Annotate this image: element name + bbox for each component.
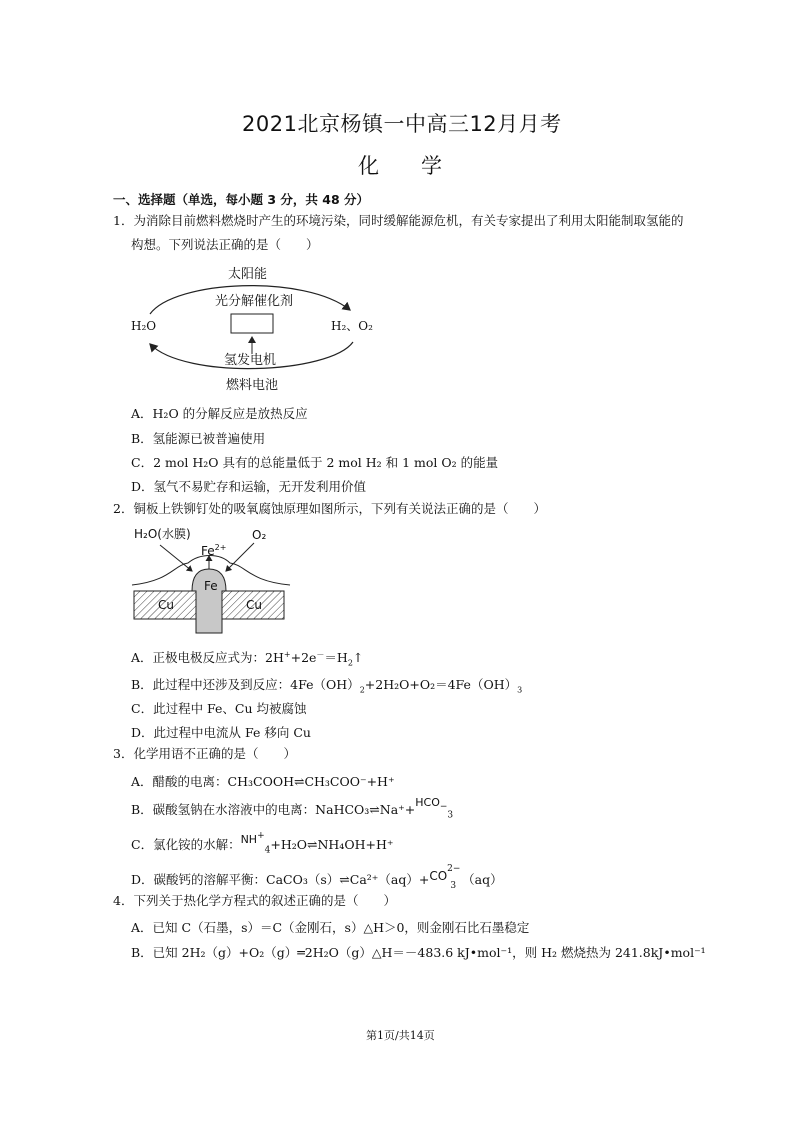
q1-stem-line2: 构想。下列说法正确的是（ ） xyxy=(131,237,319,252)
page-title: 2021北京杨镇一中高三12月月考 xyxy=(242,112,562,136)
q3-option-d: D．碳酸钙的溶解平衡：$CaCO_3(s)\rightleftharpoons Ca^{2+}(aq)+CO^{2-}_3$ （aq） xyxy=(131,863,503,891)
q3-option-c: C．氯化铵的水解：$NH^+_4+H_2O\rightleftharpoons NH_4OH+H^+$ xyxy=(131,830,394,856)
q3-option-b: B．碳酸氢钠在水溶液中的电离：$NaHCO_3\rightleftharpoons Na^++HCO^-_3$ xyxy=(131,796,454,821)
q1-option-a: A．H₂O 的分解反应是放热反应 xyxy=(131,406,308,421)
q2-option-a: A．正极电极反应式为：$2H^++2e^-=H_2↑$ xyxy=(131,649,364,668)
q1-option-c: C．2 mol H₂O 具有的总能量低于 2 mol H₂ 和 1 mol O₂ 的能量 xyxy=(131,455,499,470)
q3-stem: 3．化学用语不正确的是（ ） xyxy=(113,746,296,761)
q2-option-d: D．此过程中电流从 Fe 移向 Cu xyxy=(131,725,311,740)
q2-diagram xyxy=(130,523,295,635)
subject-title: 化 学 xyxy=(358,154,442,178)
label-fe-rivet: Fe xyxy=(204,579,218,593)
q1-option-b: B．氢能源已被普遍使用 xyxy=(131,431,266,446)
label-cu-right: Cu xyxy=(246,598,262,612)
label-water-film: H₂O(水膜) xyxy=(134,527,191,541)
section-heading: 一、选择题（单选，每小题 3 分，共 48 分） xyxy=(113,192,370,207)
label-fe-ion: $Fe^{2+}$ xyxy=(201,543,227,558)
label-h2-o2: H₂、O₂ xyxy=(331,319,373,333)
q1-stem-line1: 1．为消除目前燃料燃烧时产生的环境污染，同时缓解能源危机，有关专家提出了利用太阳能制取氢能的 xyxy=(113,213,684,228)
q1-diagram xyxy=(125,262,380,397)
q1-option-d: D．氢气不易贮存和运输，无开发利用价值 xyxy=(131,479,367,494)
water-arrow xyxy=(160,545,192,571)
catalyst-box xyxy=(231,314,273,333)
label-generator: 氢发电机 xyxy=(224,353,277,368)
q2-stem: 2．铜板上铁铆钉处的吸氧腐蚀原理如图所示，下列有关说法正确的是（ ） xyxy=(113,501,546,516)
label-catalyst: 光分解催化剂 xyxy=(215,294,294,309)
q2-option-b: B．此过程中还涉及到反应：$4Fe(OH)_2+2H_2O+O_2=4Fe(OH)_3$ xyxy=(131,677,523,695)
label-water: H₂O xyxy=(131,319,157,333)
q4-option-b: B．已知 2H₂（g）+O₂（g）═2H₂O（g）△H＝－483.6 kJ•mol⁻¹，则 H₂ 燃烧热为 241.8kJ•mol⁻¹ xyxy=(131,945,706,960)
q2-option-c: C．此过程中 Fe、Cu 均被腐蚀 xyxy=(131,701,307,716)
q3-option-a: A．醋酸的电离：CH₃COOH⇌CH₃COO⁻+H⁺ xyxy=(131,774,395,789)
label-solar-energy: 太阳能 xyxy=(228,267,268,282)
q4-stem: 4．下列关于热化学方程式的叙述正确的是（ ） xyxy=(113,893,396,908)
q4-option-a: A．已知 C（石墨，s）＝C（金刚石，s）△H＞0，则金刚石比石墨稳定 xyxy=(131,920,530,935)
page-number: 第1页/共14页 xyxy=(366,1029,435,1042)
label-oxygen: O₂ xyxy=(252,528,267,542)
label-cu-left: Cu xyxy=(158,598,174,612)
label-fuel-cell: 燃料电池 xyxy=(226,378,279,393)
